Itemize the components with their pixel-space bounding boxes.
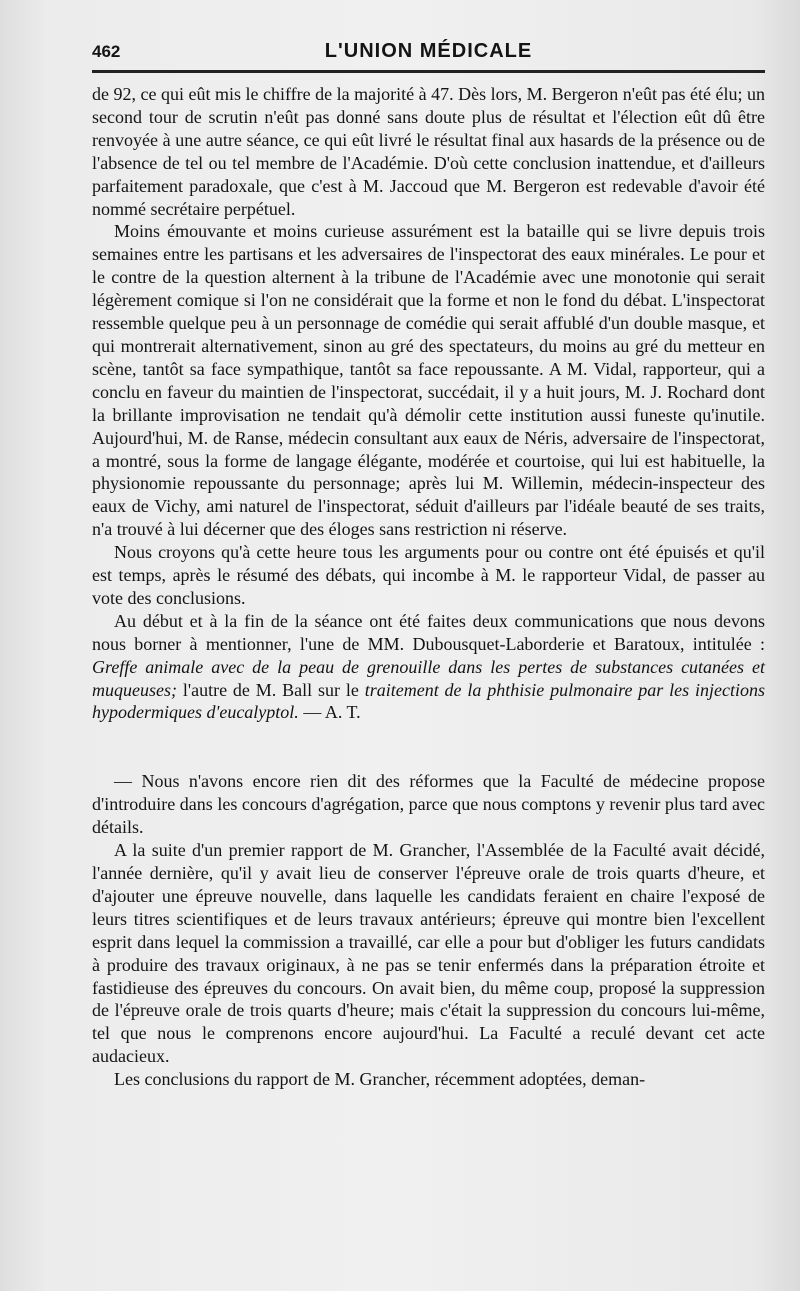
running-header (92, 34, 765, 68)
paragraph-4-title-2: traitement de la phthisie pulmonaire par les injections hypodermiques d'eucalyptol. (92, 679, 765, 723)
page-number: 462 (92, 42, 121, 61)
paragraph-4-title-1: Greffe animale avec de la peau de grenouille dans les pertes de substances cutanées et muqueuses; (92, 656, 765, 700)
paragraph-4 (92, 610, 765, 725)
paragraph-1: de 92, ce qui eût mis le chiffre de la majorité à 47. Dès lors, M. Bergeron n'eût pas été élu; un second tour de scrutin n'eût pas donné sans doute plus de résultat et l'élection eût dû être renvoyée à une autre séance, ce qui eût livré le résultat final aux hasards de la présence ou de l'absence de tel ou tel membre de l'Académie. D'où cette conclusion inattendue, et d'ailleurs parfaitement paradoxale, que c'est à M. Jaccoud que M. Bergeron est redevable d'avoir été nommé secrétaire perpétuel. (92, 84, 765, 219)
paragraph-7: Les conclusions du rapport de M. Grancher, récemment adoptées, deman- (114, 1069, 646, 1090)
section-gap (92, 724, 765, 770)
paragraph-4-text-a: Au début et à la fin de la séance ont été faites deux communications que nous devons nous borner à mentionner, l'une de MM. Dubousquet-Laborderie et Baratoux, intitulée : (92, 610, 765, 654)
paragraph-5: — Nous n'avons encore rien dit des réformes que la Faculté de médecine propose d'introduire dans les concours d'agrégation, parce que nous comptons y revenir plus tard avec détails. (92, 771, 765, 838)
paragraph-2: Moins émouvante et moins curieuse assurément est la bataille qui se livre depuis trois semaines entre les partisans et les adversaires de l'inspectorat des eaux minérales. Le pour et le contre de la question alternent à la tribune de l'Académie avec une monotonie qui serait légèrement comique si l'on ne considérait que la forme et non le fond du débat. L'inspectorat ressemble quelque peu à un personnage de comédie qui serait affublé d'un double masque, et qui montrerait alternativement, sinon au gré des spectateurs, du moins au gré du metteur en scène, tantôt sa face sympathique, tantôt sa face repoussante. A M. Vidal, rapporteur, qui a conclu en faveur du maintien de l'inspectorat, succédait, il y a huit jours, M. J. Rochard dont la brillante improvisation ne tendait qu'à démolir cette institution aussi funeste qu'inutile. Aujourd'hui, M. de Ranse, médecin consultant aux eaux de Néris, adversaire de l'inspectorat, a montré, sous la forme de langage élégante, modérée et courtoise, qui lui est habituelle, la physionomie repoussante du personnage; après lui M. Willemin, médecin-inspecteur des eaux de Vichy, ami naturel de l'inspectorat, séduit d'ailleurs par l'idéale beauté de ses traits, n'a trouvé à lui décerner que des éloges sans restriction ni réserve. (92, 221, 765, 540)
paragraph-4-signature: — A. T. (298, 702, 361, 723)
paragraph-3: Nous croyons qu'à cette heure tous les arguments pour ou contre ont été épuisés et qu'il est temps, après le résumé des débats, qui incombe à M. le rapporteur Vidal, de passer au vote des conclusions. (92, 542, 765, 608)
article-body (92, 83, 765, 1091)
header-rule (92, 70, 765, 73)
paragraph-4-text-c: l'autre de M. Ball sur le (176, 679, 365, 700)
journal-title: L'UNION MÉDICALE (324, 40, 533, 62)
paragraph-6: A la suite d'un premier rapport de M. Grancher, l'Assemblée de la Faculté avait décidé, l'année dernière, qu'il y avait lieu de conserver l'épreuve orale de trois quarts d'heure, et d'ajouter une épreuve nouvelle, dans laquelle les candidats feraient en chaire l'exposé de leurs titres scientifiques et de leurs travaux antérieurs; épreuve qui montre bien l'excellent esprit dans lequel la commission a travaillé, car elle a pour but d'obliger les futurs candidats à produire des travaux originaux, à ne pas se tenir enfermés dans la préparation étroite et fastidieuse des épreuves du concours. On avait bien, du même coup, proposé la suppression de l'épreuve orale de trois quarts d'heure; mais c'était la suppression du concours lui-même, tel que nous le comprenons encore aujourd'hui. La Faculté a reculé devant cet acte audacieux. (92, 840, 765, 1067)
